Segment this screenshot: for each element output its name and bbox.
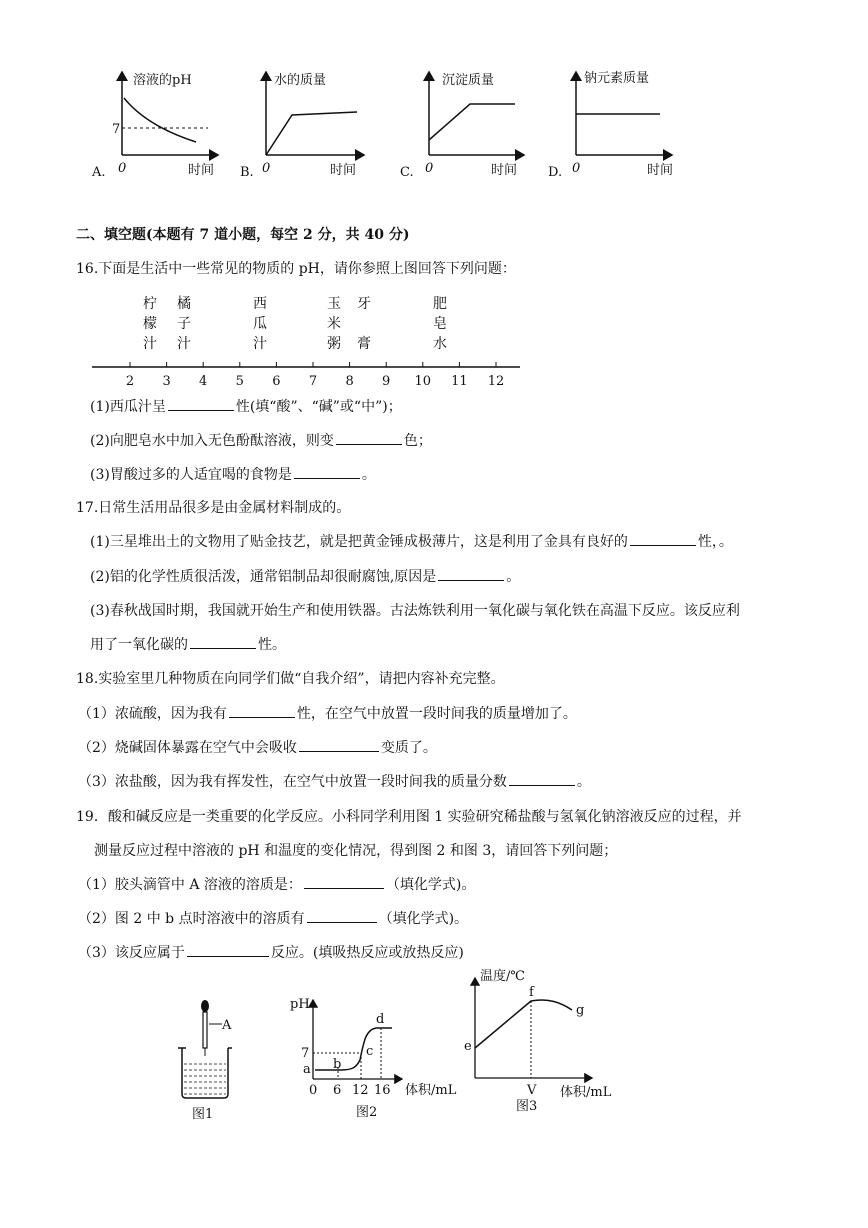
substance-char: 玉 <box>327 296 341 312</box>
substance-char: 柠 <box>143 296 157 312</box>
q18-s2-post: 变质了。 <box>380 740 437 756</box>
graph-b-ylabel: 水的质量 <box>274 73 327 88</box>
graph-b-xlabel: 时间 <box>330 163 357 178</box>
fig3-temp-curve <box>464 968 612 1114</box>
fig3-ylabel: 温度/℃ <box>480 969 525 984</box>
graph-d-origin: 0 <box>572 161 581 176</box>
substance-char: 子 <box>177 316 191 332</box>
ph-tick-label: 6 <box>272 374 281 389</box>
q17-line4 <box>90 634 286 654</box>
q18-s1-post: 性，在空气中放置一段时间我的质量增加了。 <box>296 706 577 722</box>
fig2-point-b: b <box>333 1057 342 1072</box>
graph-d-ylabel: 钠元素质量 <box>584 71 650 86</box>
substance-char: 米 <box>327 316 341 332</box>
substance-char: 檬 <box>143 316 157 332</box>
fig2-tick: 0 <box>309 1083 318 1098</box>
fig2-tick: 16 <box>374 1083 391 1098</box>
graph-c-xlabel: 时间 <box>491 163 518 178</box>
q17-s2-pre: (2)铝的化学性质很活泼，通常铝制品却很耐腐蚀,原因是 <box>90 569 437 585</box>
graph-a-mark: 7 <box>112 122 121 137</box>
fig1-caption: 图1 <box>192 1107 214 1122</box>
substance-char: 西 <box>253 296 267 312</box>
fig3-point-f: f <box>529 985 534 1000</box>
graph-d-xlabel: 时间 <box>647 163 674 178</box>
fig2-ph-curve <box>290 997 457 1120</box>
graph-a-ylabel: 溶液的pH <box>133 73 192 88</box>
q17-line2 <box>90 566 520 586</box>
ph-tick-label: 5 <box>235 374 244 389</box>
ph-tick-label: 12 <box>487 374 505 389</box>
q17-s3-post: 性。 <box>258 637 286 653</box>
graph-d-letter: D. <box>548 165 563 180</box>
ph-tick-label: 9 <box>382 374 391 389</box>
q16-s3-pre: (3)胃酸过多的人适宜喝的食物是 <box>90 467 292 483</box>
graph-b <box>240 72 364 180</box>
q19-s2-post: （填化学式)。 <box>378 911 469 927</box>
q17-stem: 17.日常生活用品很多是由金属材料制成的。 <box>76 500 351 516</box>
graph-c <box>400 72 524 180</box>
fig3-point-g: g <box>576 1003 585 1018</box>
answer-blank[interactable] <box>336 430 402 445</box>
q19-figures <box>0 960 868 1140</box>
q16-line3 <box>90 464 376 484</box>
ph-tick-label: 11 <box>451 374 468 389</box>
graph-d <box>548 70 673 180</box>
q17-s2-post: 。 <box>506 569 521 585</box>
answer-blank[interactable] <box>299 737 379 752</box>
q17-line3: (3)春秋战国时期，我国就开始生产和使用铁器。古法炼铁利用一氧化碳与氧化铁在高温下反应。该反应利 <box>90 603 740 619</box>
q18-s2-pre: （2）烧碱固体暴露在空气中会吸收 <box>78 740 297 756</box>
q19-line2 <box>78 908 468 928</box>
q19-line3 <box>78 942 464 962</box>
answer-blank[interactable] <box>630 531 696 546</box>
substance-char: 汁 <box>143 336 157 352</box>
answer-blank[interactable] <box>168 396 234 411</box>
graph-a <box>91 72 218 180</box>
graph-a-origin: 0 <box>118 161 127 176</box>
substance-char: 肥 <box>433 296 447 312</box>
substance-char: 汁 <box>253 336 267 352</box>
q19-stem: 19．酸和碱反应是一类重要的化学反应。小科同学利用图 1 实验研究稀盐酸与氢氧化钠溶液反应的过程，并 <box>76 809 742 825</box>
q16-s2-pre: (2)向肥皂水中加入无色酚酞溶液，则变 <box>90 433 334 449</box>
fig3-caption: 图3 <box>516 1099 538 1114</box>
answer-blank[interactable] <box>190 634 256 649</box>
answer-blank[interactable] <box>229 703 295 718</box>
q17-line1 <box>90 531 733 551</box>
graph-c-letter: C. <box>400 165 414 180</box>
answer-blank[interactable] <box>187 942 269 957</box>
answer-blank[interactable] <box>304 874 384 889</box>
fig3-point-e: e <box>464 1039 472 1054</box>
substance-char: 瓜 <box>253 316 267 332</box>
option-graphs <box>0 0 868 200</box>
fig1-label: A <box>222 1018 232 1033</box>
ph-tick-label: 7 <box>308 374 318 389</box>
q17-s1-pre: (1)三星堆出土的文物用了贴金技艺，就是把黄金锤成极薄片，这是利用了金具有良好的 <box>90 534 628 550</box>
graph-a-letter: A. <box>92 165 106 180</box>
q18-s3-post: 。 <box>576 774 591 790</box>
q16-s1-pre: (1)西瓜汁呈 <box>90 399 166 415</box>
q18-s1-pre: （1）浓硫酸，因为我有 <box>78 706 227 722</box>
fig2-xlabel: 体积/mL <box>405 1083 457 1098</box>
section-heading: 二、填空题(本题有 7 道小题，每空 2 分，共 40 分) <box>76 227 410 243</box>
q16-stem: 16.下面是生活中一些常见的物质的 pH，请你参照上图回答下列问题： <box>76 261 516 277</box>
graph-a-xlabel: 时间 <box>188 163 215 178</box>
q19-stem2: 测量反应过程中溶液的 pH 和温度的变化情况，得到图 2 和图 3，请回答下列问题； <box>94 843 618 859</box>
answer-blank[interactable] <box>509 771 575 786</box>
q16-s3-post: 。 <box>361 467 376 483</box>
q19-s1-pre: （1）胶头滴管中 A 溶液的溶质是： <box>78 877 302 893</box>
q19-s1-post: （填化学式)。 <box>385 877 476 893</box>
substance-char: 皂 <box>433 316 447 332</box>
q18-line2 <box>78 737 437 757</box>
substance-char: 水 <box>433 336 447 352</box>
substance-char: 粥 <box>327 336 341 352</box>
q19-s2-pre: （2）图 2 中 b 点时溶液中的溶质有 <box>78 911 305 927</box>
fig2-point-d: d <box>376 1012 385 1027</box>
ph-scale <box>0 355 868 395</box>
q17-s1-post: 性，。 <box>697 534 733 550</box>
fig2-tick: 12 <box>352 1083 369 1098</box>
q18-line1 <box>78 703 577 723</box>
answer-blank[interactable] <box>438 566 504 581</box>
substance-char: 牙 <box>357 296 371 312</box>
graph-c-ylabel: 沉淀质量 <box>442 73 495 88</box>
fig2-point-a: a <box>303 1062 311 1077</box>
q19-s3-pre: （3）该反应属于 <box>78 945 185 961</box>
fig2-tick: 6 <box>333 1083 342 1098</box>
answer-blank[interactable] <box>307 908 377 923</box>
substance-char: 橘 <box>177 296 191 312</box>
ph-tick-label: 8 <box>345 374 354 389</box>
q18-line3 <box>78 771 591 791</box>
fig2-ymark: 7 <box>301 1046 310 1061</box>
graph-b-letter: B. <box>240 165 254 180</box>
q16-line2 <box>90 430 432 450</box>
fig2-ylabel: pH <box>290 997 310 1012</box>
q16-s2-post: 色； <box>403 433 432 449</box>
fig3-xlabel: 体积/mL <box>560 1085 612 1100</box>
q19-s3-post: 反应。(填吸热反应或放热反应) <box>270 945 464 961</box>
q16-line1 <box>90 396 402 416</box>
ph-tick-label: 3 <box>162 374 171 389</box>
fig2-point-c: c <box>366 1044 374 1059</box>
q17-s3-pre: 用了一氧化碳的 <box>90 637 188 653</box>
ph-tick-label: 2 <box>125 374 135 389</box>
ph-tick-label: 10 <box>414 374 432 389</box>
answer-blank[interactable] <box>294 464 360 479</box>
fig2-caption: 图2 <box>356 1105 378 1120</box>
substance-char: 膏 <box>357 336 371 352</box>
fig1-beaker <box>178 1000 232 1122</box>
substance-char: 汁 <box>177 336 191 352</box>
graph-b-origin: 0 <box>262 161 271 176</box>
ph-tick-label: 4 <box>199 374 208 389</box>
fig3-xmark: V <box>527 1083 537 1098</box>
q19-line1 <box>78 874 475 894</box>
q18-s3-pre: （3）浓盐酸，因为我有挥发性，在空气中放置一段时间我的质量分数 <box>78 774 507 790</box>
graph-c-origin: 0 <box>425 161 434 176</box>
q16-s1-post: 性(填“酸”、“碱”或“中”)； <box>235 399 402 415</box>
q18-stem: 18.实验室里几种物质在向同学们做“自我介绍”，请把内容补充完整。 <box>76 671 505 687</box>
